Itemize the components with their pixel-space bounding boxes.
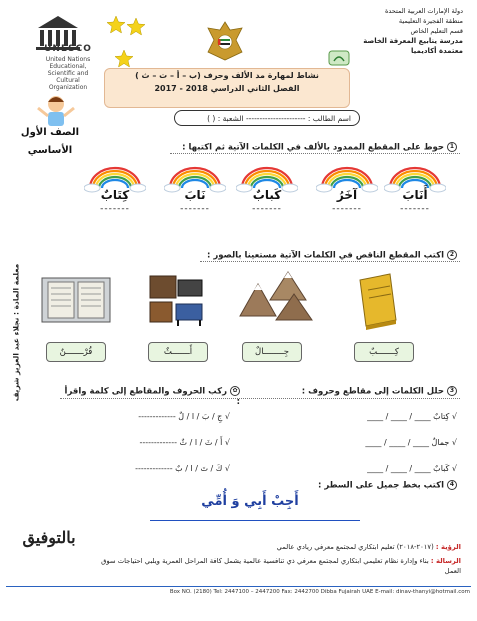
word-choice-box[interactable]: جِــــــــالٌ — [242, 342, 302, 362]
student-name-field[interactable]: اسم الطالب : ---------------------- الشعبة : ( ) — [174, 110, 360, 126]
rainbow-word-card: آخَرُ ------- — [316, 166, 378, 218]
grade-banner: الصف الأول الأساسي — [20, 127, 80, 156]
section1-instruction: 1حوط على المقطع الممدود بالألف في الكلمات الآتية ثم اكتبها : — [157, 142, 457, 153]
worksheet-title — [104, 68, 350, 108]
quran-book-icon — [40, 276, 112, 324]
word-choice-box[interactable]: كِـــــــبٌ — [354, 342, 414, 362]
section2-underline — [200, 261, 460, 262]
section3-instruction-analyze: 3حلل الكلمات إلى مقاطع وحروف : — [287, 386, 457, 397]
signoff-text: بالتوفيق — [22, 528, 76, 547]
rainbow-word-card: أَنَابَ ------- — [384, 166, 446, 218]
mission-line: الرسالة : بناء وإدارة نظام تعليمي ابتكاري لمجتمع معرفي ذي تنافسية عالمية يشمل كافة المراحل العمرية ويلبي احتياجات سوق العمل — [101, 557, 461, 575]
section1-underline — [170, 153, 460, 154]
unesco-caption: United Nations Educational, Scientific and Cultural Organization — [45, 56, 91, 91]
section4-instruction: 4اكتب بخط جميل على السطر : — [257, 480, 457, 491]
unesco-word: UNESCO — [44, 44, 92, 54]
analyze-line[interactable]: √ كِتابٌ ____ / ____ / ____ — [367, 412, 457, 421]
vision-line: الرؤية : (٢٠١٧-٢٠١٨) تعليم ابتكاري لمجتمع معرفي ريادي عالمي — [276, 543, 461, 551]
compose-line[interactable]: √ أَ / ثَ / ا / ثٌ ------------- — [139, 438, 230, 447]
contact-line: Box NO. (2180) Tel: 2447100 – 2447200 Fax: 2442700 Dibba Fujairah UAE E-mail: dinav-thanyi@hotmail.com — [169, 589, 470, 595]
teacher-side-note: معلمة المادة : نجلاء عبد العزيز شريف — [11, 263, 21, 402]
stars-decoration — [106, 14, 148, 74]
book-icon — [354, 272, 400, 330]
compose-line[interactable]: √ كَ / تَ / ا / بٌ ------------- — [135, 464, 230, 473]
rainbow-word-card: كِتَابٌ ------- — [84, 166, 146, 218]
mountains-icon — [236, 270, 316, 322]
analyze-line[interactable]: √ كَبابٌ ____ / ____ / ____ — [367, 464, 457, 473]
handwriting-sample: أَجِبْ أَبِي وَ أُمِّي — [201, 494, 299, 509]
furniture-icon — [146, 272, 206, 328]
word-choice-box[interactable]: قُرْـــــــنٌ — [46, 342, 106, 362]
footer-divider — [6, 586, 471, 587]
section2-instruction: 2اكتب المقطع الناقص في الكلمات الآتية مستعينا بالصور : — [157, 250, 457, 261]
section3-underline — [60, 398, 460, 399]
analyze-line[interactable]: √ جمالٌ ____ / ____ / ____ — [365, 438, 457, 447]
word-choice-box[interactable]: أَـــــــثٌ — [148, 342, 208, 362]
uae-emblem-icon — [204, 20, 246, 64]
rainbow-word-card: نَابَ ------- — [164, 166, 226, 218]
rainbow-word-card: كَبابٌ ------- — [236, 166, 298, 218]
writing-line[interactable] — [150, 520, 360, 521]
title-line-1: نشاط لمهارة مد الألف وحرف (ب – أ – ت – ث ) — [135, 71, 319, 80]
school-header: دولة الإمارات العربية المتحدة منطقة الفجيرة التعليمية قسم التعليم الخاص مدرسة ينابيع المعرفة الخاصة معتمدة أكاديميا — [363, 7, 463, 55]
compose-line[interactable]: √ جِ / بَ / ا / لٌ ------------- — [138, 412, 230, 421]
title-line-2: الفصل الثاني الدراسي 2018 - 2017 — [154, 84, 300, 93]
section3-instruction-compose: ✿ركب الحروف والمقاطع إلى كلمة واقرأ : — [64, 386, 240, 407]
